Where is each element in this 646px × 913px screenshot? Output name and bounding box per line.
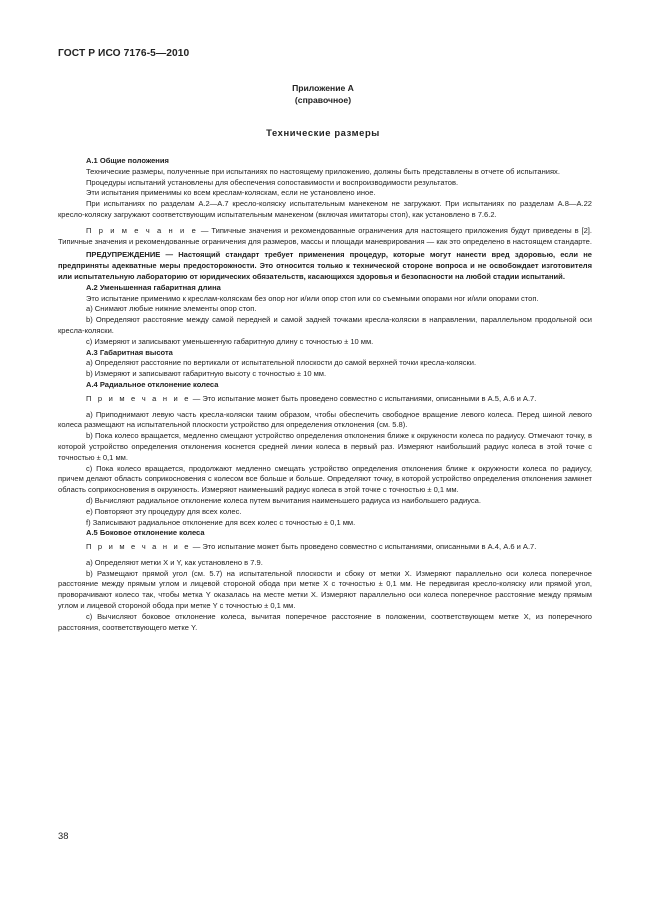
note-paragraph: П р и м е ч а н и е — Типичные значения и рекомендованные ограничения для настоящего приложения будут приведены в [2]. Типичные значения и рекомендованные ограничения для размеров, массы и площади маневрирования — как это определено в настоящем стандарте. bbox=[58, 225, 592, 246]
note-paragraph: П р и м е ч а н и е — Это испытание может быть проведено совместно с испытаниями, описанными в А.5, А.6 и А.7. bbox=[86, 393, 537, 403]
annex-type: (справочное) bbox=[294, 95, 352, 105]
document-body bbox=[58, 156, 592, 633]
body-paragraph: b) Размещают прямой угол (см. 5.7) на испытательной плоскости и сбоку от метки X. Измеряют параллельно оси колеса поперечное расстояние между прямым углом и лицевой стороной обода при метке X с точностью ± 0,1 мм. Не передвигая кресло-коляску или прямой угол, проворачивают колесо так, чтобы метка Y оказалась на месте метки X. Измеряют параллельно оси колеса поперечное расстояние между прямым углом и лицевой стороной обода при метке Y с точностью ± 0,1 мм. bbox=[58, 568, 592, 611]
section-heading: А.1 Общие положения bbox=[86, 156, 169, 165]
body-paragraph: b) Определяют расстояние между самой передней и самой задней точками кресла-коляски в направлении, параллельном продольной оси кресла-коляски. bbox=[58, 315, 592, 335]
body-paragraph: с) Вычисляют боковое отклонение колеса, вычитая поперечное расстояние в положении, соответствующем метке X, из поперечного расстояния, соответствующего метке Y. bbox=[58, 611, 592, 632]
annex-title: Технические размеры bbox=[266, 127, 380, 138]
body-paragraph: d) Вычисляют радиальное отклонение колеса путем вычитания наименьшего радиуса из наибольшего радиуса. bbox=[86, 495, 481, 505]
section-heading: А.3 Габаритная высота bbox=[86, 347, 173, 357]
warning-paragraph: ПРЕДУПРЕЖДЕНИЕ — Настоящий стандарт требует применения процедур, которые могут нанести вред здоровью, если не предприняты адекватные меры предосторожности. Это относится только к технической стороне вопроса и не освобождает изготовителя или испытательную лабораторию от юридических обязательств, касающихся здоровья и безопасности на любой стадии испытаний. bbox=[58, 250, 592, 281]
section-heading: А.2 Уменьшенная габаритная длина bbox=[86, 282, 221, 292]
section-heading: А.4 Радиальное отклонение колеса bbox=[86, 379, 219, 389]
body-paragraph: Это испытание применимо к креслам-коляскам без опор ног и/или опор стоп или со съемными опорами ног и/или опорами стоп. bbox=[86, 293, 539, 303]
note-paragraph: П р и м е ч а н и е — Это испытание может быть проведено совместно с испытаниями, описанными в А.4, А.6 и А.7. bbox=[86, 542, 537, 552]
note-label: П р и м е ч а н и е bbox=[86, 542, 191, 552]
body-paragraph: b) Пока колесо вращается, медленно смещают устройство определения отклонения ближе к окружности колеса по радиусу. Отмечают точку, в которой устройство определения отклонения коснется средней линии колеса в первый раз. Измеряют наибольший радиус колеса в этой точке с точностью ± 0,1 мм. bbox=[58, 431, 592, 462]
body-paragraph: a) Снимают любые нижние элементы опор стоп. bbox=[86, 304, 257, 314]
body-paragraph: f) Записывают радиальное отклонение для всех колес с точностью ± 0,1 мм. bbox=[86, 517, 356, 527]
annex-name: Приложение А bbox=[292, 83, 354, 93]
note-label: П р и м е ч а н и е bbox=[86, 225, 198, 235]
section-heading: А.5 Боковое отклонение колеса bbox=[86, 528, 205, 538]
body-paragraph: с) Пока колесо вращается, продолжают медленно смещать устройство определения отклонения ближе к окружности колеса по радиусу, причем делают область соприкосновения с колесом все больше и больше. Определяют точку, в которой устройство определения отклонения замкнет область соприкосновения в окружность. Измеряют наименьший радиус колеса в этой точке с точностью ± 0,1 мм. bbox=[58, 463, 592, 495]
body-paragraph: a) Определяют расстояние по вертикали от испытательной плоскости до самой верхней точки кресла-коляски. bbox=[86, 358, 477, 368]
body-paragraph: b) Измеряют и записывают габаритную высоту с точностью ± 10 мм. bbox=[86, 369, 327, 379]
body-paragraph: При испытаниях по разделам А.2—А.7 кресло-коляску испытательным манекеном не загружают. При испытаниях по разделам А.8—А.22 кресло-коляску загружают соответствующим испытательным манекеном (включая имитаторы стоп), как установлено в 7.6.2. bbox=[58, 199, 592, 219]
body-paragraph: e) Повторяют эту процедуру для всех колес. bbox=[86, 506, 242, 516]
body-paragraph: Процедуры испытаний установлены для обеспечения сопоставимости и воспроизводимости результатов. bbox=[86, 177, 459, 187]
page-number: 38 bbox=[58, 830, 69, 841]
body-paragraph: a) Приподнимают левую часть кресла-коляски таким образом, чтобы обеспечить свободное вращение левого колеса. Перед шиной левого колеса размещают на испытательной плоскости устройство для определения отклонения (см. 5.8). bbox=[58, 409, 592, 430]
body-paragraph: Технические размеры, полученные при испытаниях по настоящему приложению, должны быть представлены в отчете об испытаниях. bbox=[86, 166, 560, 176]
note-label: П р и м е ч а н и е bbox=[86, 393, 191, 403]
body-paragraph: a) Определяют метки X и Y, как установлено в 7.9. bbox=[86, 557, 263, 567]
standard-header: ГОСТ Р ИСО 7176-5—2010 bbox=[58, 48, 190, 59]
body-paragraph: Эти испытания применимы ко всем креслам-коляскам, если не установлено иное. bbox=[86, 188, 376, 198]
body-paragraph: с) Измеряют и записывают уменьшенную габаритную длину с точностью ± 10 мм. bbox=[86, 336, 374, 346]
